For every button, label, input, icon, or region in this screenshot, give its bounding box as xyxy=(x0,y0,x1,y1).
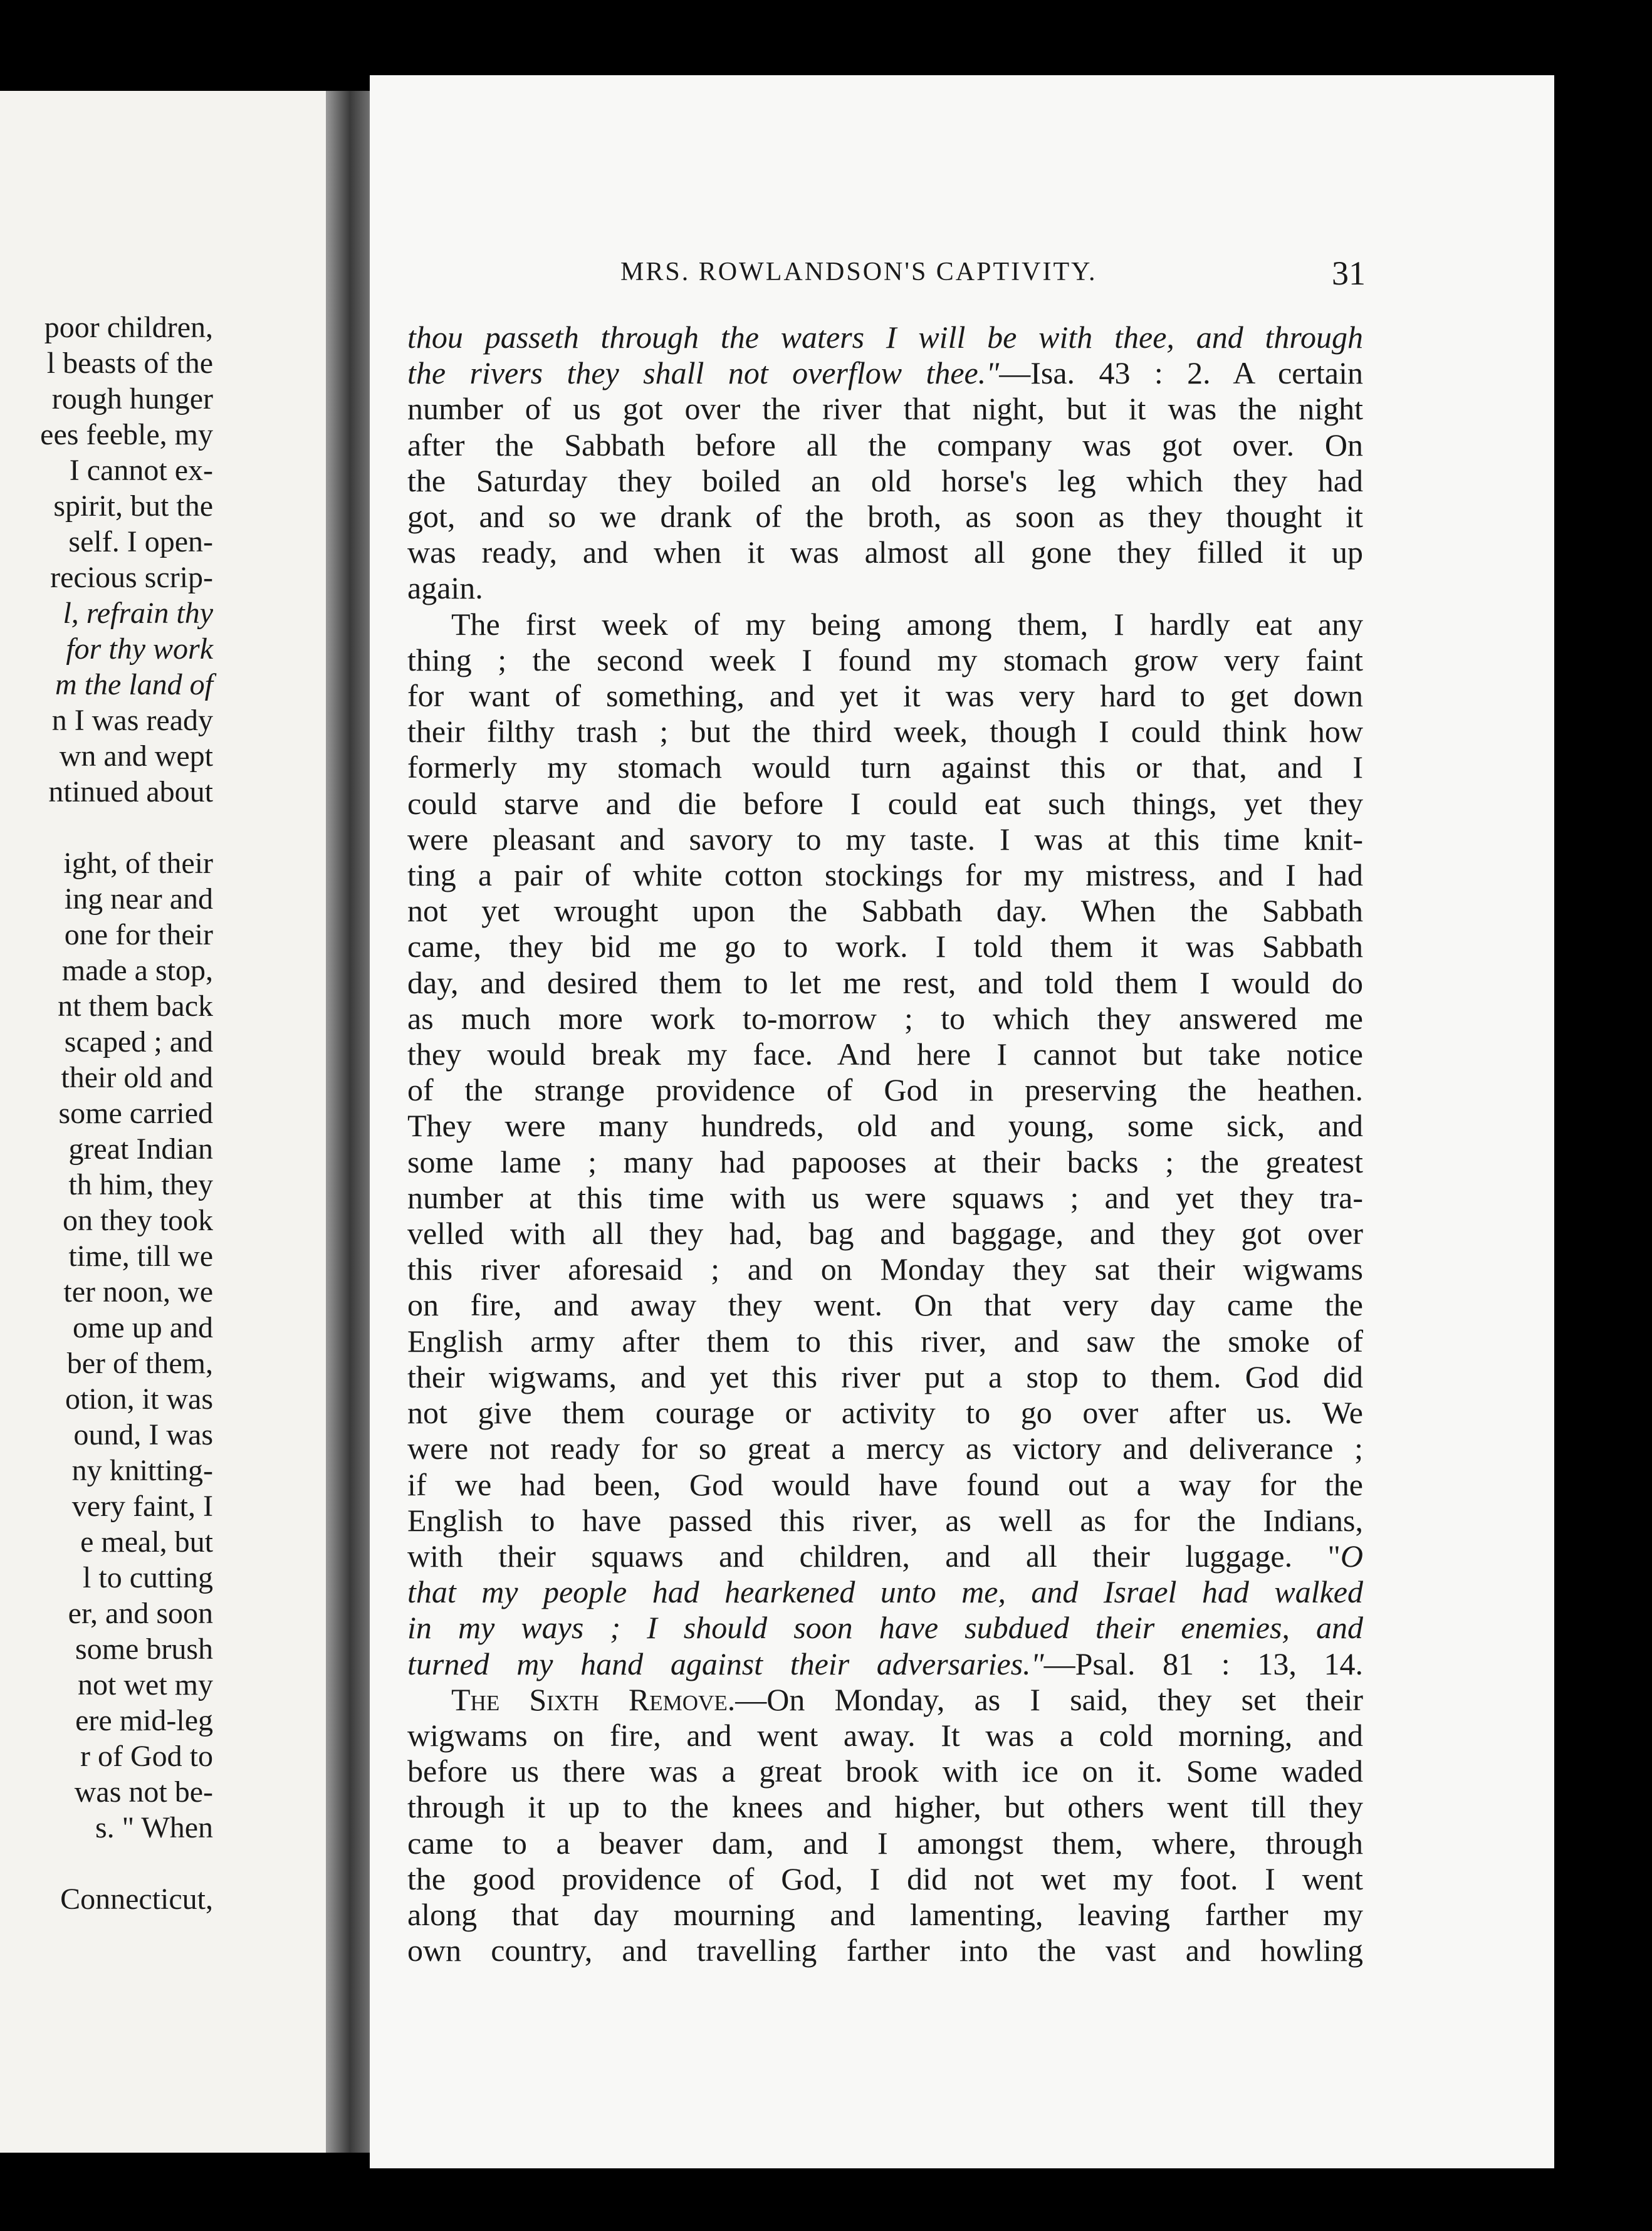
left-page-line: their old and xyxy=(61,1061,213,1094)
text-line: formerly my stomach would turn against this or that, and I xyxy=(407,750,1363,785)
left-page xyxy=(0,91,326,2153)
text-line: ting a pair of white cotton stockings for my mistress, and I had xyxy=(407,857,1363,893)
left-page-line: n I was ready xyxy=(51,704,213,737)
text-line-italic: O xyxy=(1340,1538,1363,1574)
text-line: velled with all they had, bag and baggage, and they got over xyxy=(407,1216,1363,1251)
text-line: some lame ; many had papooses at their backs ; the greatest xyxy=(407,1144,1363,1179)
left-page-line: recious scrip- xyxy=(50,561,213,594)
text-line: number of us got over the river that night, but it was the night xyxy=(407,391,1363,427)
left-page-line: not wet my xyxy=(78,1668,213,1701)
left-page-line: th him, they xyxy=(68,1168,213,1201)
left-page-line: I cannot ex- xyxy=(69,454,213,487)
text-line: English to have passed this river, as well as for the Indians, xyxy=(407,1502,1363,1538)
text-line: if we had been, God would have found out a way for the xyxy=(407,1466,1363,1502)
left-page-line: ber of them, xyxy=(66,1347,213,1380)
text-line: not yet wrought upon the Sabbath day. When the Sabbath xyxy=(407,893,1363,929)
left-page-line: l to cutting xyxy=(83,1561,213,1594)
text-line-roman: —Isa. 43 : 2. A certain xyxy=(999,355,1363,391)
text-line: of the strange providence of God in preserving the heathen. xyxy=(407,1072,1363,1108)
left-page-line: r of God to xyxy=(80,1740,213,1773)
text-line xyxy=(407,1682,1363,1718)
left-page-line: ny knitting- xyxy=(71,1454,213,1487)
text-line-italic: turned my hand against their adversaries." xyxy=(407,1646,1044,1681)
text-line: was ready, and when it was almost all gone they filled it up xyxy=(407,535,1363,570)
text-line: number at this time with us were squaws ; and yet they tra- xyxy=(407,1179,1363,1215)
left-page-line: some carried xyxy=(58,1097,213,1130)
left-page-line: nt them back xyxy=(58,990,213,1023)
left-page-line: ome up and xyxy=(73,1311,213,1344)
text-line-italic: the rivers they shall not overflow thee." xyxy=(407,355,1000,391)
text-line xyxy=(407,1539,1363,1574)
text-line: came, they bid me go to work. I told them it was Sabbath xyxy=(407,929,1363,964)
left-page-line: poor children, xyxy=(44,311,213,344)
left-page-line: for thy work xyxy=(66,632,213,666)
text-line: the good providence of God, I did not wet my foot. I went xyxy=(407,1861,1363,1896)
left-page-line: time, till we xyxy=(68,1240,213,1273)
text-line: along that day mourning and lamenting, leaving farther my xyxy=(407,1896,1363,1932)
text-line: this river aforesaid ; and on Monday they sat their wigwams xyxy=(407,1251,1363,1287)
left-page-line: made a stop, xyxy=(61,954,213,987)
left-page-line: s. " When xyxy=(95,1811,213,1844)
page-number: 31 xyxy=(1332,254,1366,292)
left-page-line: e meal, but xyxy=(80,1525,213,1559)
text-line: The first week of my being among them, I hardly eat any xyxy=(451,606,1363,642)
left-page-line: rough hunger xyxy=(51,382,213,415)
text-line: were pleasant and savory to my taste. I was at this time knit- xyxy=(407,821,1363,857)
text-line: wigwams on fire, and went away. It was a cold morning, and xyxy=(407,1717,1363,1753)
text-line: thou passeth through the waters I will be with thee, and through xyxy=(407,320,1363,355)
left-page-line: ing near and xyxy=(64,882,213,916)
left-page-line: ter noon, we xyxy=(63,1275,213,1309)
section-heading: The Sixth Remove. xyxy=(451,1681,736,1717)
left-page-line: was not be- xyxy=(74,1775,213,1809)
left-page-line: ight, of their xyxy=(63,847,213,880)
running-head: MRS. ROWLANDSON'S CAPTIVITY. xyxy=(620,258,1097,286)
text-line-roman: —On Monday, as I said, they set their xyxy=(735,1681,1364,1717)
left-page-line: m the land of xyxy=(55,668,213,701)
text-line: again. xyxy=(407,570,483,606)
text-line xyxy=(407,1646,1363,1682)
text-line: that my people had hearkened unto me, and Israel had walked xyxy=(407,1574,1363,1610)
left-page-line: one for their xyxy=(64,918,213,951)
left-page-line: on they took xyxy=(63,1204,213,1237)
left-page-line: l, refrain thy xyxy=(63,597,213,630)
text-line: after the Sabbath before all the company was got over. On xyxy=(407,427,1363,462)
text-line-roman: —Psal. 81 : 13, 14. xyxy=(1043,1646,1363,1681)
text-line xyxy=(407,355,1363,391)
left-page-line: ere mid-leg xyxy=(75,1704,213,1737)
text-line: got, and so we drank of the broth, as soon as they thought it xyxy=(407,499,1363,535)
left-page-line: er, and soon xyxy=(68,1597,213,1630)
text-line-roman: with their squaws and children, and all their luggage. " xyxy=(407,1538,1341,1574)
left-page-line: great Indian xyxy=(68,1132,213,1166)
text-line: could starve and die before I could eat such things, yet they xyxy=(407,785,1363,821)
text-line: not give them courage or activity to go over after us. We xyxy=(407,1395,1363,1431)
left-page-line: ound, I was xyxy=(73,1418,213,1451)
left-page-line: spirit, but the xyxy=(53,489,213,523)
text-line: as much more work to-morrow ; to which they answered me xyxy=(407,1000,1363,1036)
text-line: their wigwams, and yet this river put a stop to them. God did xyxy=(407,1359,1363,1394)
text-line: English army after them to this river, and saw the smoke of xyxy=(407,1323,1363,1359)
left-page-line: otion, it was xyxy=(65,1382,213,1416)
left-page-line: Connecticut, xyxy=(60,1883,213,1916)
left-page-line: some brush xyxy=(75,1633,213,1666)
left-page-line: l beasts of the xyxy=(46,347,213,380)
text-line: They were many hundreds, old and young, some sick, and xyxy=(407,1108,1363,1144)
text-line: own country, and travelling farther into the vast and howling xyxy=(407,1933,1363,1968)
text-line: for want of something, and yet it was very hard to get down xyxy=(407,678,1363,714)
text-line: they would break my face. And here I cannot but take notice xyxy=(407,1037,1363,1072)
left-page-line: ees feeble, my xyxy=(40,418,213,451)
left-page-line: very faint, I xyxy=(71,1490,213,1523)
text-line: day, and desired them to let me rest, and told them I would do xyxy=(407,964,1363,1000)
left-page-line: wn and wept xyxy=(59,739,213,773)
text-line: in my ways ; I should soon have subdued their enemies, and xyxy=(407,1610,1363,1646)
text-line: before us there was a great brook with ice on it. Some waded xyxy=(407,1753,1363,1789)
text-line: came to a beaver dam, and I amongst them, where, through xyxy=(407,1825,1363,1861)
text-line: were not ready for so great a mercy as victory and deliverance ; xyxy=(407,1431,1363,1466)
text-line: on fire, and away they went. On that very day came the xyxy=(407,1287,1363,1323)
text-line: thing ; the second week I found my stomach grow very faint xyxy=(407,642,1363,677)
left-page-line: ntinued about xyxy=(48,775,213,808)
text-line: their filthy trash ; but the third week, though I could think how xyxy=(407,714,1363,750)
text-line: the Saturday they boiled an old horse's leg which they had xyxy=(407,462,1363,498)
text-line: through it up to the knees and higher, but others went till they xyxy=(407,1789,1363,1825)
left-page-line: self. I open- xyxy=(68,525,213,558)
page-body xyxy=(407,320,1363,1968)
left-page-line: scaped ; and xyxy=(64,1025,213,1058)
